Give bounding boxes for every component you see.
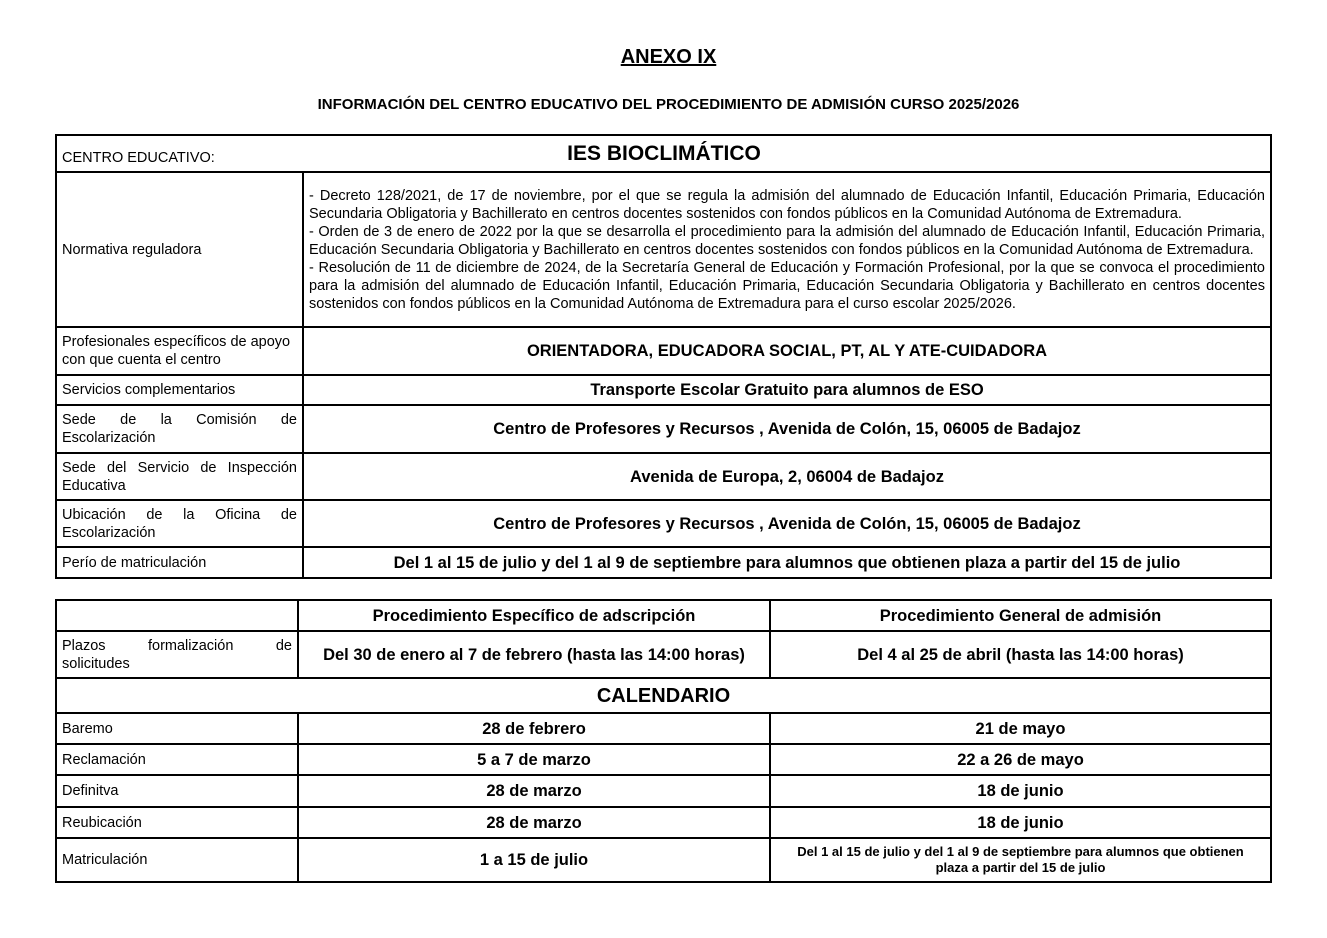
profesionales-row [56,327,1271,375]
plazos-label [56,631,298,678]
normativa-decreto: - Decreto 128/2021, de 17 de noviembre, por el que se regula la admisión del alumnado de Educación Infantil, Educación Primaria, Educación Secundaria Obligatoria y Bachillerato en centros docentes sostenidos con fondos públicos en la Comunidad Autónoma de Extremadura. [309,187,1265,222]
oficina-label [56,500,303,547]
document-subtitle: INFORMACIÓN DEL CENTRO EDUCATIVO DEL PROCEDIMIENTO DE ADMISIÓN CURSO 2025/2026 [317,96,1020,113]
row-label: Baremo [56,713,298,744]
col-header-especifico: Procedimiento Específico de adscripción [298,600,770,631]
normativa-row [56,172,1271,327]
row-general: 18 de junio [770,775,1271,807]
centro-info-table [55,134,1272,579]
inspeccion-label-line2: Educativa [62,477,126,494]
document-title: ANEXO IX [620,46,717,68]
plazos-row [56,631,1271,678]
row-especifico: 1 a 15 de julio [298,838,770,882]
servicios-value: Transporte Escolar Gratuito para alumnos de ESO [303,375,1271,405]
procedimientos-header-row [56,600,1271,631]
row-label: Reubicación [56,807,298,838]
row-general: 21 de mayo [770,713,1271,744]
table-row [56,744,1271,775]
profesionales-label: Profesionales específicos de apoyo con que cuenta el centro [56,327,303,375]
row-label: Reclamación [56,744,298,775]
row-especifico: 28 de marzo [298,775,770,807]
oficina-label-line2: Escolarización [62,524,156,541]
col-header-general: Procedimiento General de admisión [770,600,1271,631]
normativa-orden: - Orden de 3 de enero de 2022 por la que se desarrolla el procedimiento para la admisión del alumnado de Educación Infantil, Educación Primaria, Educación Secundaria Obligatoria y Bachillerato en centros docentes sostenidos con fondos públicos en la Comunidad Autónoma de Extremadura. [309,223,1265,258]
normativa-resolucion: - Resolución de 11 de diciembre de 2024, de la Secretaría General de Educación y Formación Profesional, por la que se convoca el procedimiento para la admisión del alumnado de Educación Infantil, Educación Primaria, Educación Secundaria Obligatoria y Bachillerato en centros docentes sostenidos con fondos públicos en la Comunidad Autónoma de Extremadura para el curso escolar 2025/2026. [309,259,1265,312]
plazos-label-line2: solicitudes [62,655,130,672]
comision-row [56,405,1271,453]
plazos-label-line1: Plazos formalización de [62,637,292,654]
oficina-label-line1: Ubicación de la Oficina de [62,506,297,523]
inspeccion-value: Avenida de Europa, 2, 06004 de Badajoz [303,453,1271,500]
matriculacion-label: Perío de matriculación [56,547,303,578]
table-row [56,838,1271,882]
servicios-row [56,375,1271,405]
oficina-row [56,500,1271,547]
comision-value: Centro de Profesores y Recursos , Avenida de Colón, 15, 06005 de Badajoz [303,405,1271,453]
matriculacion-value: Del 1 al 15 de julio y del 1 al 9 de septiembre para alumnos que obtienen plaza a partir del 15 de julio [303,547,1271,578]
comision-label [56,405,303,453]
table-row [56,807,1271,838]
procedimientos-table [55,599,1272,883]
profesionales-value: ORIENTADORA, EDUCADORA SOCIAL, PT, AL Y ATE-CUIDADORA [303,327,1271,375]
table-row [56,713,1271,744]
centro-value: IES BIOCLIMÁTICO [303,135,1271,172]
plazos-especifico: Del 30 de enero al 7 de febrero (hasta las 14:00 horas) [298,631,770,678]
normativa-text [303,172,1271,327]
row-especifico: 28 de marzo [298,807,770,838]
matriculacion-row [56,547,1271,578]
row-especifico: 5 a 7 de marzo [298,744,770,775]
inspeccion-row [56,453,1271,500]
empty-header-cell [56,600,298,631]
table-row [56,775,1271,807]
normativa-label: Normativa reguladora [56,172,303,327]
row-general: Del 1 al 15 de julio y del 1 al 9 de septiembre para alumnos que obtienen plaza a partir del 15 de julio [770,838,1271,882]
comision-label-line1: Sede de la Comisión de [62,412,297,428]
row-general: 18 de junio [770,807,1271,838]
centro-row [56,135,1271,172]
row-general: 22 a 26 de mayo [770,744,1271,775]
servicios-label: Servicios complementarios [56,375,303,405]
oficina-value: Centro de Profesores y Recursos , Avenida de Colón, 15, 06005 de Badajoz [303,500,1271,547]
centro-label: CENTRO EDUCATIVO: [56,135,303,172]
inspeccion-label-line1: Sede del Servicio de Inspección [62,459,297,476]
inspeccion-label [56,453,303,500]
plazos-general: Del 4 al 25 de abril (hasta las 14:00 horas) [770,631,1271,678]
calendario-title: CALENDARIO [56,678,1271,713]
row-label: Matriculación [56,838,298,882]
comision-label-line2: Escolarización [62,430,156,446]
row-especifico: 28 de febrero [298,713,770,744]
calendario-row [56,678,1271,713]
row-label: Definitva [56,775,298,807]
